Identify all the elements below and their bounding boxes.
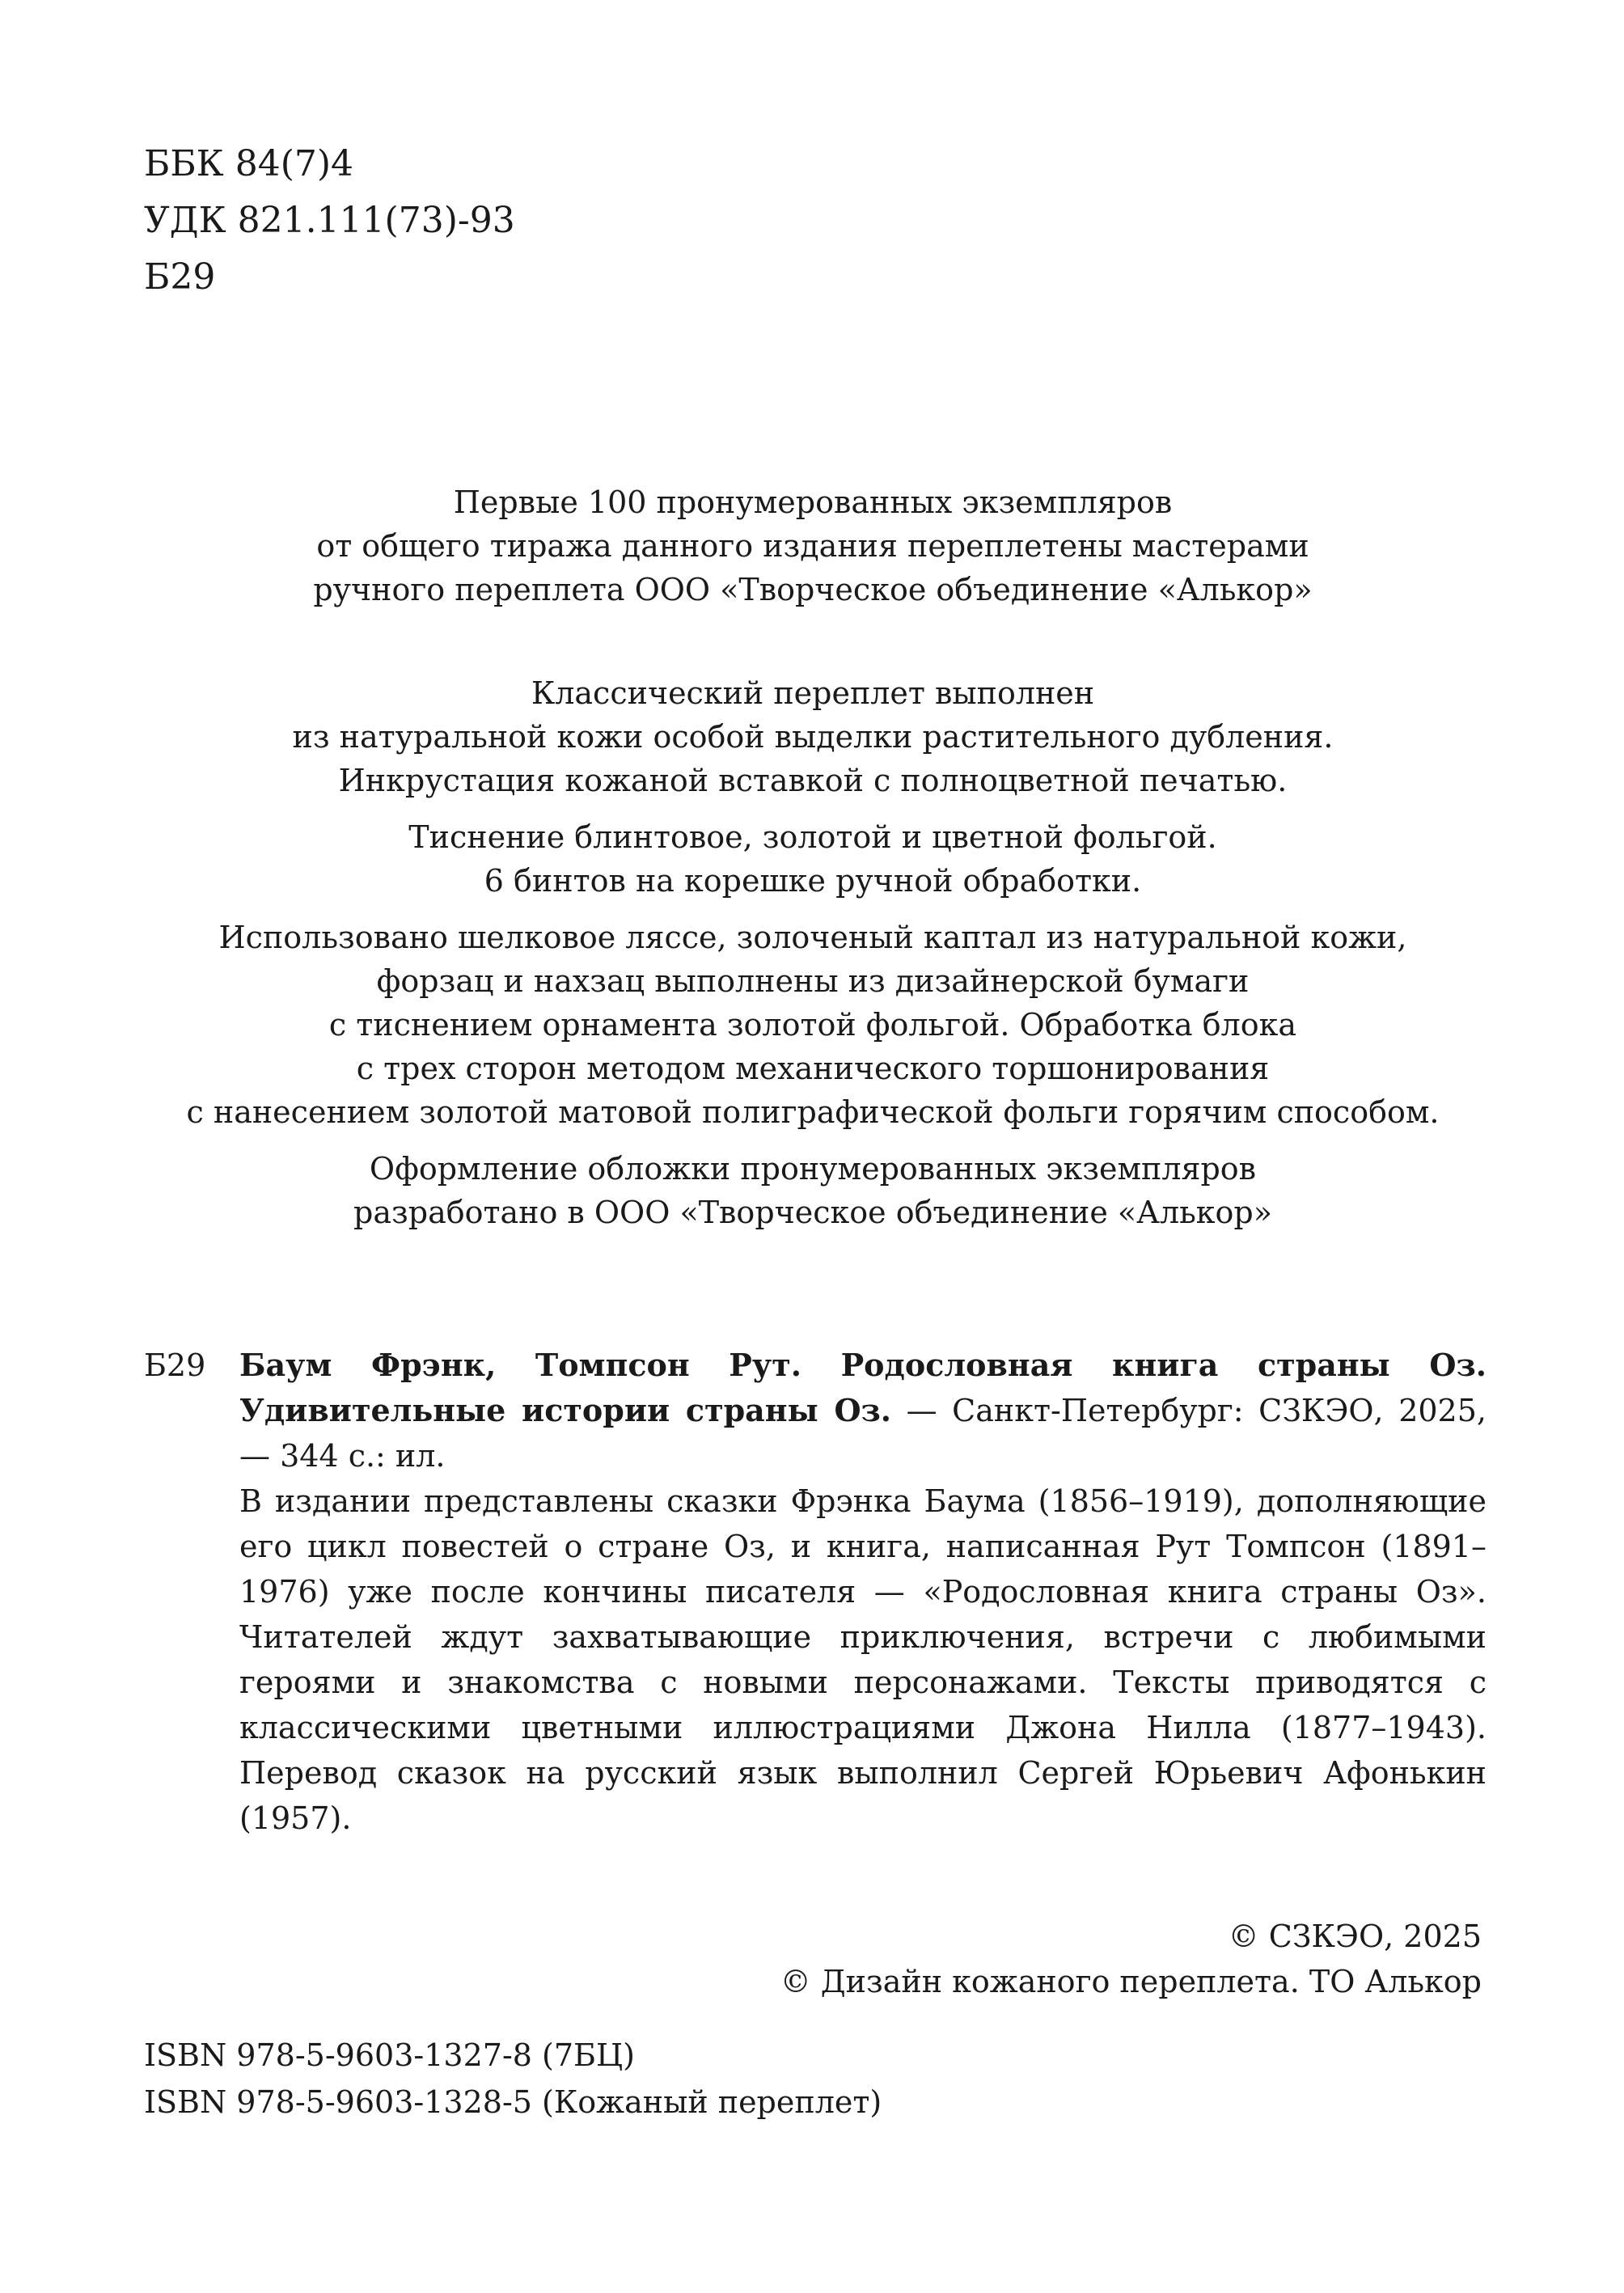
- copyright-line: © Дизайн кожаного переплета. ТО Алькор: [780, 1964, 1482, 1999]
- note-line: ручного переплета ООО «Творческое объединение «Алькор»: [313, 572, 1313, 607]
- isbn-line: ISBN 978-5-9603-1328-5 (Кожаный переплет): [144, 2084, 882, 2120]
- note-line: Тиснение блинтовое, золотой и цветной фольгой.: [408, 819, 1217, 855]
- isbn-line: ISBN 978-5-9603-1327-8 (7БЦ): [144, 2037, 635, 2073]
- record-annotation: В издании представлены сказки Фрэнка Баума (1856–1919), дополняющие его цикл повестей о стране Оз, и книга, написанная Рут Томпсон (1891–1976) уже после кончины писателя — «Родословная книга страны Оз». Читателей ждут захватывающие приключения, встречи с любимыми героями и знакомства с новыми персонажами. Тексты приводятся с классическими цветными иллюстрациями Джона Нилла (1877–1943). Перевод сказок на русский язык выполнил Сергей Юрьевич Афонькин (1957).: [239, 1483, 1487, 1836]
- note-line: 6 бинтов на корешке ручной обработки.: [484, 863, 1142, 899]
- record-code: Б29: [144, 1347, 206, 1383]
- note-line: с трех сторон методом механического торшонирования: [356, 1051, 1270, 1086]
- materials-paragraph: [121, 916, 1504, 1134]
- isbn-block: [144, 2032, 882, 2126]
- note-line: Классический переплет выполнен: [531, 675, 1095, 711]
- binding-paragraph: [121, 671, 1504, 802]
- note-line: с тиснением орнамента золотой фольгой. Обработка блока: [328, 1007, 1297, 1043]
- note-line: форзац и нахзац выполнены из дизайнерской бумаги: [376, 963, 1250, 999]
- bibliographic-record: [144, 1343, 1487, 1841]
- record-title: Баум Фрэнк, Томпсон Рут. Родословная книга страны Оз. Удивительные истории страны Оз.: [239, 1347, 1487, 1428]
- note-line: с нанесением золотой матовой полиграфической фольги горячим способом.: [186, 1094, 1440, 1130]
- binding-description: [121, 671, 1504, 1234]
- note-line: разработано в ООО «Творческое объединение «Алькор»: [353, 1195, 1272, 1230]
- note-line: из натуральной кожи особой выделки растительного дубления.: [292, 719, 1334, 755]
- author-mark: Б29: [144, 256, 216, 298]
- note-line: Оформление обложки пронумерованных экземпляров: [369, 1151, 1257, 1187]
- copyright-line: © СЗКЭО, 2025: [1228, 1919, 1482, 1954]
- note-line: Инкрустация кожаной вставкой с полноцветной печатью.: [338, 763, 1288, 798]
- copyright-block: [780, 1914, 1482, 2004]
- cover-design-paragraph: [121, 1147, 1504, 1234]
- record-imprint: — Санкт-Петербург: СЗКЭО, 2025, — 344 с.: ил.: [239, 1393, 1487, 1474]
- bbk-code: ББК 84(7)4: [144, 143, 354, 184]
- numbered-copies-note: [121, 480, 1504, 611]
- classification-block: [144, 136, 515, 306]
- note-line: Первые 100 пронумерованных экземпляров: [453, 484, 1173, 520]
- udk-code: УДК 821.111(73)-93: [144, 200, 515, 241]
- note-line: от общего тиража данного издания переплетены мастерами: [316, 528, 1309, 564]
- embossing-paragraph: [121, 815, 1504, 903]
- record-body: [239, 1343, 1487, 1841]
- note-line: Использовано шелковое ляссе, золоченый каптал из натуральной кожи,: [218, 920, 1407, 955]
